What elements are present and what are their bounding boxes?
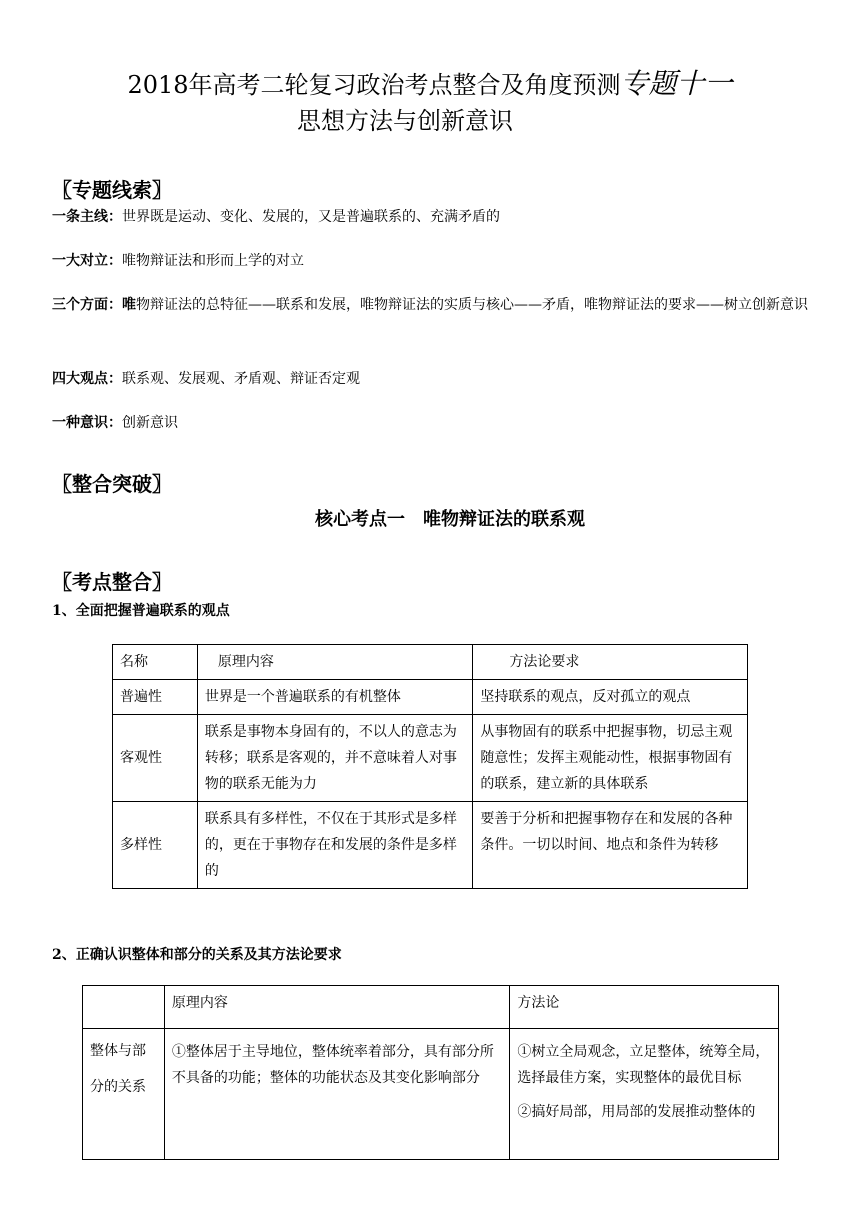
clue-text: 物辩证法的总特征——联系和发展，唯物辩证法的实质与核心——矛盾，唯物辩证法的要求——树立创新意识 xyxy=(136,297,808,313)
table-row xyxy=(113,715,748,802)
title-topic: 专题十一 xyxy=(620,67,733,100)
clue-text: 唯物辩证法和形而上学的对立 xyxy=(122,253,304,269)
table-cell xyxy=(510,1029,779,1160)
clue-awareness xyxy=(52,410,822,436)
table-cell: ①整体居于主导地位，整体统率着部分，具有部分所不具备的功能；整体的功能状态及其变化影响部分 xyxy=(164,1029,509,1160)
clue-text: 创新意识 xyxy=(122,415,178,431)
table-header-cell: 方法论要求 xyxy=(473,645,748,680)
table-header-cell xyxy=(83,986,165,1029)
table-row xyxy=(83,1029,779,1160)
method-item: ①树立全局观念，立足整体，统筹全局，选择最佳方案，实现整体的最优目标 xyxy=(517,1044,770,1086)
core-topic-title: 核心考点一 唯物辩证法的联系观 xyxy=(315,509,585,530)
clue-main-line xyxy=(52,204,822,230)
table-cell: 联系是事物本身固有的，不以人的意志为转移；联系是客观的，并不意味着人对事物的联系无能为力 xyxy=(197,715,473,802)
clue-label: 一条主线： xyxy=(52,209,122,225)
table2-caption: 2、正确认识整体和部分的关系及其方法论要求 xyxy=(52,947,342,963)
table-header-row xyxy=(113,645,748,680)
integration-heading: 〖整合突破〗 xyxy=(52,472,172,496)
title-prefix: 2018年高考二轮复习政治考点整合及角度预测 xyxy=(127,71,621,99)
table-cell: 普遍性 xyxy=(113,680,198,715)
clue-label: 四大观点： xyxy=(52,371,122,387)
table-cell: 世界是一个普遍联系的有机整体 xyxy=(197,680,473,715)
points-heading: 〖考点整合〗 xyxy=(52,570,172,594)
clue-four-views xyxy=(52,366,822,392)
table-cell: 从事物固有的联系中把握事物，切忌主观随意性；发挥主观能动性，根据事物固有的联系，建立新的具体联系 xyxy=(473,715,748,802)
clue-text: 世界既是运动、变化、发展的，又是普遍联系的、充满矛盾的 xyxy=(122,209,500,225)
table-header-cell: 名称 xyxy=(113,645,198,680)
connection-table xyxy=(112,644,748,889)
clue-opposition xyxy=(52,248,822,274)
clue-label: 一大对立： xyxy=(52,253,122,269)
document-title-line2: 思想方法与创新意识 xyxy=(297,107,513,135)
table-header-cell: 方法论 xyxy=(510,986,779,1029)
clues-heading: 〖专题线索〗 xyxy=(52,178,172,202)
table-header-row xyxy=(83,986,779,1029)
table-header-cell: 原理内容 xyxy=(164,986,509,1029)
clue-text: 联系观、发展观、矛盾观、辩证否定观 xyxy=(122,371,360,387)
table-row xyxy=(113,680,748,715)
table-cell: 客观性 xyxy=(113,715,198,802)
whole-part-table xyxy=(82,985,779,1160)
table-cell: 要善于分析和把握事物存在和发展的各种条件。一切以时间、地点和条件为转移 xyxy=(473,802,748,889)
table-cell: 坚持联系的观点，反对孤立的观点 xyxy=(473,680,748,715)
table-row xyxy=(113,802,748,889)
document-title-line1 xyxy=(0,62,860,102)
table-cell: 整体与部分的关系 xyxy=(83,1029,165,1160)
table1-caption: 1、全面把握普遍联系的观点 xyxy=(52,603,230,619)
table-cell: 联系具有多样性，不仅在于其形式是多样的，更在于事物存在和发展的条件是多样的 xyxy=(197,802,473,889)
method-item: ②搞好局部，用局部的发展推动整体的 xyxy=(517,1104,756,1120)
table-cell: 多样性 xyxy=(113,802,198,889)
clue-three-aspects xyxy=(52,292,822,318)
clue-label: 三个方面：唯 xyxy=(52,297,136,313)
clue-label: 一种意识： xyxy=(52,415,122,431)
table-header-cell: 原理内容 xyxy=(197,645,473,680)
